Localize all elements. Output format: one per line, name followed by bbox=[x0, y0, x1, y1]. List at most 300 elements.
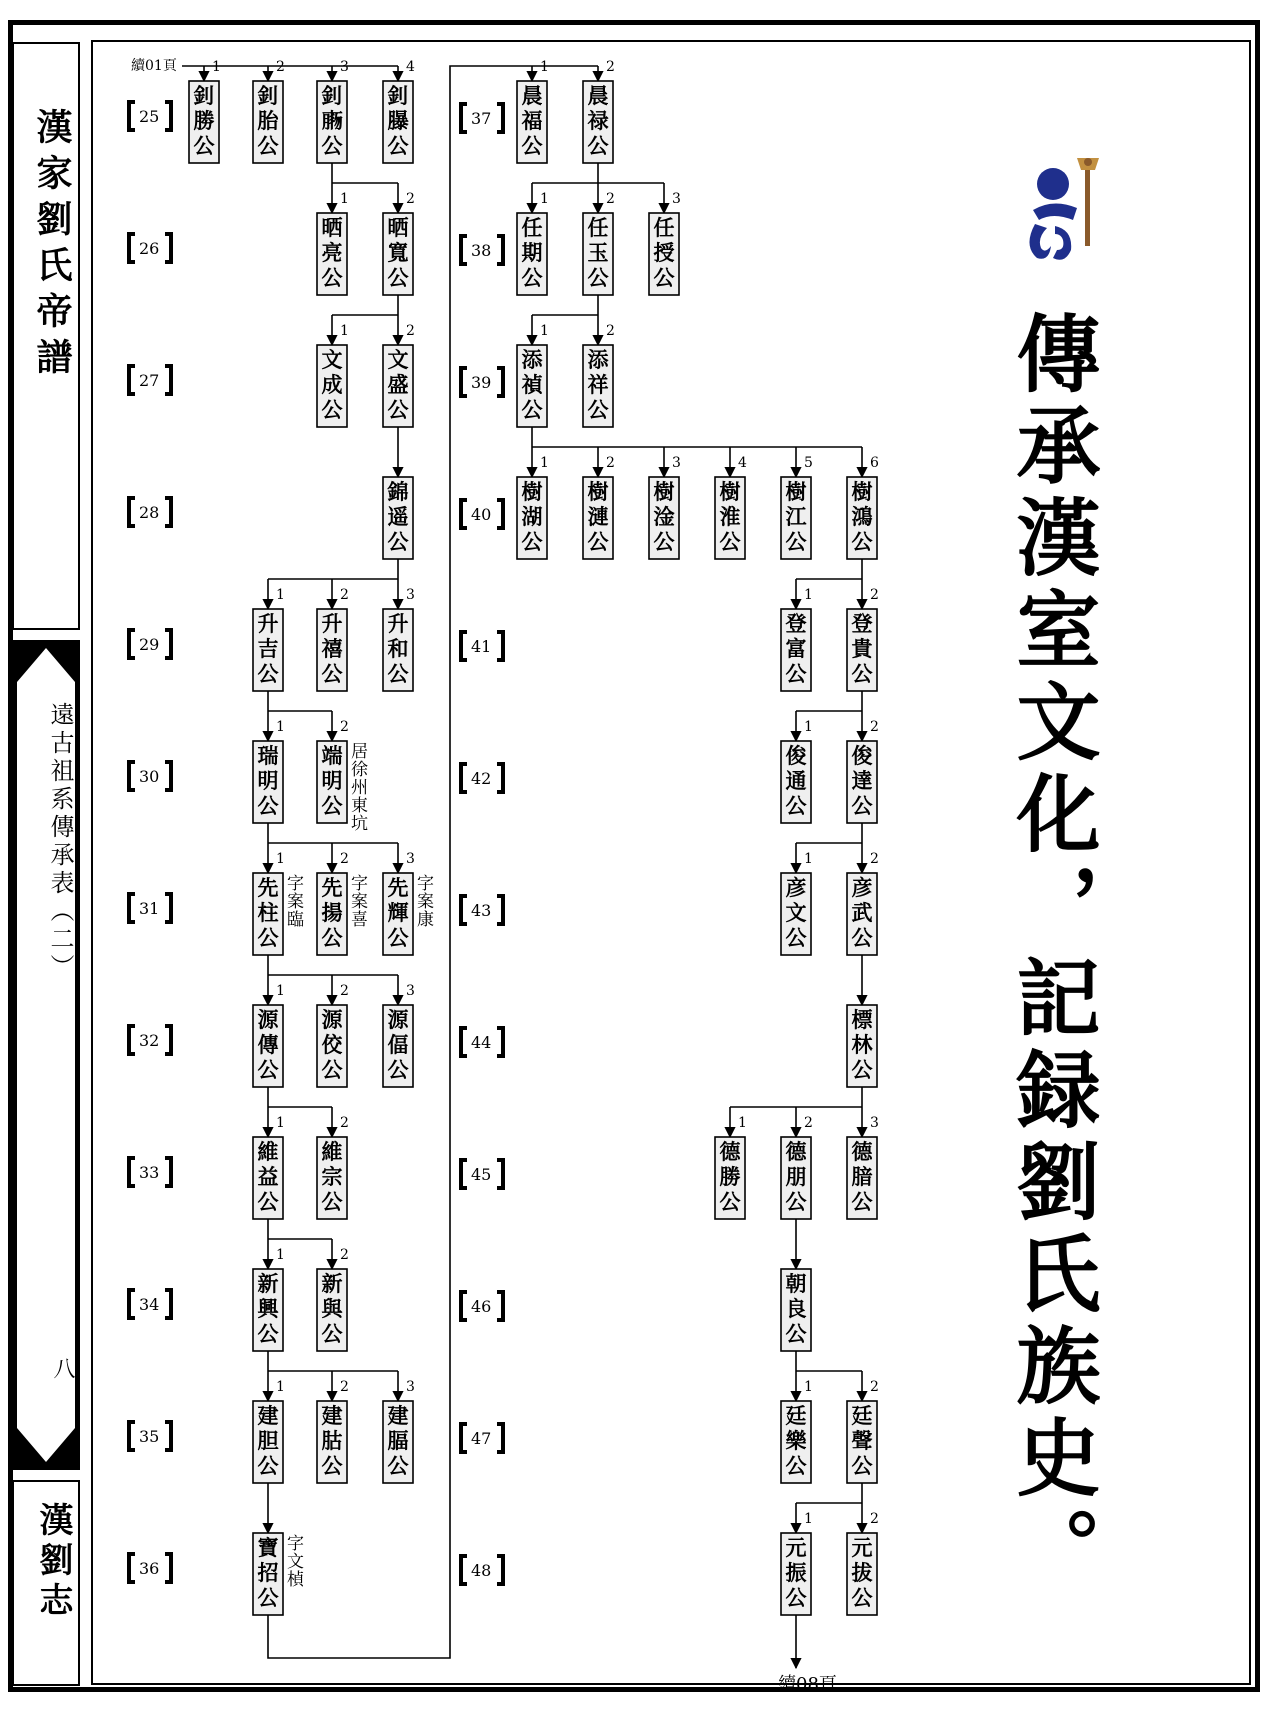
person-name-char: 新 bbox=[321, 1271, 343, 1296]
person-name-char: 標 bbox=[851, 1007, 873, 1032]
person-node bbox=[253, 719, 285, 823]
person-name-char: 釗 bbox=[387, 83, 409, 108]
page-number: 八 bbox=[50, 1357, 75, 1383]
person-name-char: 公 bbox=[851, 661, 873, 686]
person-name-char: 湖 bbox=[521, 504, 543, 529]
person-node bbox=[317, 719, 368, 834]
person-node bbox=[583, 455, 615, 559]
person-node bbox=[847, 587, 879, 691]
person-note-char: 案 bbox=[417, 892, 434, 912]
generation-label-36-bracket-left bbox=[129, 1554, 135, 1582]
generation-label-43-bracket-left bbox=[461, 896, 467, 924]
person-name-char: 明 bbox=[321, 768, 343, 793]
person-name-char: 彦 bbox=[851, 875, 873, 900]
person-node bbox=[781, 1115, 813, 1219]
person-name-char: 維 bbox=[321, 1139, 343, 1164]
person-name-char: 公 bbox=[785, 1189, 807, 1214]
person-name-char: 樹 bbox=[653, 479, 675, 504]
person-name-char: 公 bbox=[851, 529, 873, 554]
generation-label-27-bracket-left bbox=[129, 366, 135, 394]
person-note-char: 喜 bbox=[351, 910, 368, 930]
person-node bbox=[317, 1115, 349, 1219]
birth-order: 1 bbox=[276, 851, 285, 867]
person-name-char: 吉 bbox=[257, 636, 279, 661]
person-node bbox=[253, 1115, 285, 1219]
generation-label-34-bracket-left bbox=[129, 1290, 135, 1318]
person-node bbox=[253, 1247, 285, 1351]
person-name-char: 興 bbox=[257, 1296, 279, 1321]
birth-order: 1 bbox=[804, 851, 813, 867]
generation-label-34-bracket-right bbox=[165, 1290, 171, 1318]
person-name-char: 成 bbox=[321, 372, 343, 397]
person-name-char: 公 bbox=[257, 1321, 279, 1346]
person-name-char: 禎 bbox=[521, 372, 543, 397]
person-note-char: 案 bbox=[287, 892, 304, 912]
birth-order: 1 bbox=[540, 191, 549, 207]
person-name-char: 漣 bbox=[587, 504, 609, 529]
person-node bbox=[781, 719, 813, 823]
person-name-char: 貴 bbox=[851, 636, 873, 661]
birth-order: 2 bbox=[606, 59, 615, 75]
person-name-char: 文 bbox=[785, 900, 807, 925]
person-name-char: 任 bbox=[653, 215, 675, 240]
generation-label-37-bracket-left bbox=[461, 104, 467, 132]
person-name-char: 公 bbox=[851, 1585, 873, 1610]
person-name-char: 鴻 bbox=[851, 504, 873, 529]
person-node bbox=[253, 1379, 285, 1483]
person-node bbox=[383, 1379, 415, 1483]
person-name-char: 公 bbox=[587, 133, 609, 158]
person-name-char: 公 bbox=[785, 1321, 807, 1346]
person-name-char: 建 bbox=[257, 1403, 279, 1428]
person-name-char: 公 bbox=[587, 529, 609, 554]
person-name-char: 晨 bbox=[587, 83, 609, 108]
generation-label-38: 38 bbox=[471, 241, 492, 260]
person-node bbox=[781, 851, 813, 955]
birth-order: 1 bbox=[276, 1115, 285, 1131]
birth-order: 2 bbox=[870, 851, 879, 867]
birth-order: 2 bbox=[406, 323, 415, 339]
generation-label-43-bracket-right bbox=[497, 896, 503, 924]
person-name-char: 公 bbox=[321, 661, 343, 686]
person-name-char: 公 bbox=[257, 661, 279, 686]
generation-label-48-bracket-left bbox=[461, 1556, 467, 1584]
generation-label-42: 42 bbox=[471, 769, 492, 788]
person-note-char: 居 bbox=[351, 742, 368, 762]
person-name-char: 遥 bbox=[387, 504, 409, 529]
person-name-char: 佼 bbox=[321, 1032, 343, 1057]
person-name-char: 登 bbox=[785, 611, 807, 636]
person-name-char: 亮 bbox=[321, 240, 343, 265]
person-name-char: 授 bbox=[653, 240, 675, 265]
generation-label-32-bracket-left bbox=[129, 1026, 135, 1054]
person-name-char: 宗 bbox=[321, 1164, 343, 1189]
person-note-char: 字 bbox=[417, 874, 434, 894]
birth-order: 2 bbox=[340, 1115, 349, 1131]
person-name-char: 福 bbox=[521, 108, 543, 133]
person-name-char: 錦 bbox=[387, 479, 409, 504]
person-name-char: 公 bbox=[321, 133, 343, 158]
person-name-char: 公 bbox=[785, 661, 807, 686]
birth-order: 1 bbox=[276, 983, 285, 999]
generation-label-26: 26 bbox=[139, 239, 160, 258]
birth-order: 2 bbox=[340, 983, 349, 999]
person-name-char: 瑞 bbox=[257, 743, 279, 768]
person-note-char: 東 bbox=[351, 796, 368, 816]
person-node bbox=[317, 191, 349, 295]
generation-label-35-bracket-right bbox=[165, 1422, 171, 1450]
generation-label-37-bracket-right bbox=[497, 104, 503, 132]
birth-order: 3 bbox=[406, 983, 415, 999]
birth-order: 3 bbox=[340, 59, 349, 75]
person-name-char: 公 bbox=[387, 1453, 409, 1478]
generation-label-26-bracket-left bbox=[129, 234, 135, 262]
person-name-char: 公 bbox=[321, 1453, 343, 1478]
person-name-char: 腷 bbox=[387, 1428, 409, 1453]
person-name-char: 良 bbox=[785, 1296, 807, 1321]
birth-order: 1 bbox=[540, 59, 549, 75]
generation-label-45-bracket-left bbox=[461, 1160, 467, 1188]
person-name-char: 元 bbox=[785, 1535, 807, 1560]
person-note-char: 州 bbox=[351, 778, 368, 798]
slogan: 傳承漢室文化，記録劉氏族史。 bbox=[1003, 310, 1102, 1598]
person-node bbox=[317, 983, 349, 1087]
person-name-char: 公 bbox=[785, 925, 807, 950]
generation-label-47-bracket-left bbox=[461, 1424, 467, 1452]
person-name-char: 江 bbox=[785, 504, 807, 529]
birth-order: 3 bbox=[672, 191, 681, 207]
person-name-char: 廷 bbox=[851, 1403, 873, 1428]
person-node bbox=[847, 1005, 877, 1087]
person-name-char: 德 bbox=[719, 1139, 741, 1164]
person-note-char: 康 bbox=[417, 910, 434, 930]
person-name-char: 腤 bbox=[851, 1164, 873, 1189]
generation-label-31-bracket-right bbox=[165, 894, 171, 922]
generation-label-25: 25 bbox=[139, 107, 160, 126]
birth-order: 1 bbox=[804, 587, 813, 603]
person-name-char: 通 bbox=[785, 768, 807, 793]
person-name-char: 公 bbox=[719, 1189, 741, 1214]
person-node bbox=[383, 587, 415, 691]
person-name-char: 胎 bbox=[257, 108, 279, 133]
person-name-char: 振 bbox=[785, 1560, 807, 1585]
generation-label-27-bracket-right bbox=[165, 366, 171, 394]
person-name-char: 勝 bbox=[193, 108, 215, 133]
birth-order: 1 bbox=[276, 719, 285, 735]
person-name-char: 源 bbox=[387, 1007, 409, 1032]
person-node bbox=[847, 1379, 879, 1483]
generation-label-28: 28 bbox=[139, 503, 160, 522]
person-name-char: 揚 bbox=[321, 900, 343, 925]
birth-order: 1 bbox=[340, 191, 349, 207]
person-note-char: 文 bbox=[287, 1552, 304, 1572]
person-name-char: 公 bbox=[257, 133, 279, 158]
birth-order: 1 bbox=[804, 719, 813, 735]
person-name-char: 公 bbox=[521, 133, 543, 158]
person-name-char: 公 bbox=[387, 133, 409, 158]
person-name-char: 升 bbox=[321, 611, 343, 636]
person-name-char: 公 bbox=[587, 265, 609, 290]
person-node bbox=[583, 323, 615, 427]
birth-order: 3 bbox=[870, 1115, 879, 1131]
person-name-char: 樹 bbox=[521, 479, 543, 504]
person-name-char: 文 bbox=[387, 347, 409, 372]
generation-label-39-bracket-left bbox=[461, 368, 467, 396]
birth-order: 6 bbox=[870, 455, 879, 471]
birth-order: 3 bbox=[672, 455, 681, 471]
person-note-char: 字 bbox=[287, 874, 304, 894]
person-name-char: 公 bbox=[785, 793, 807, 818]
person-name-char: 玉 bbox=[587, 240, 609, 265]
person-node bbox=[317, 587, 349, 691]
generation-label-46-bracket-left bbox=[461, 1292, 467, 1320]
person-name-char: 公 bbox=[521, 529, 543, 554]
person-name-char: 公 bbox=[387, 1057, 409, 1082]
person-name-char: 公 bbox=[387, 661, 409, 686]
birth-order: 1 bbox=[212, 59, 221, 75]
person-name-char: 勝 bbox=[719, 1164, 741, 1189]
person-name-char: 公 bbox=[257, 1585, 279, 1610]
person-name-char: 公 bbox=[785, 1453, 807, 1478]
person-name-char: 公 bbox=[387, 925, 409, 950]
person-name-char: 武 bbox=[851, 900, 873, 925]
birth-order: 1 bbox=[804, 1379, 813, 1395]
birth-order: 2 bbox=[340, 587, 349, 603]
person-node bbox=[847, 455, 879, 559]
birth-order: 1 bbox=[276, 1247, 285, 1263]
birth-order: 2 bbox=[870, 587, 879, 603]
person-name-char: 公 bbox=[321, 925, 343, 950]
generation-label-30-bracket-right bbox=[165, 762, 171, 790]
person-note-char: 臨 bbox=[287, 910, 304, 930]
generation-label-41-bracket-right bbox=[497, 632, 503, 660]
person-name-char: 拔 bbox=[851, 1560, 873, 1585]
person-node bbox=[517, 455, 549, 559]
birth-order: 4 bbox=[406, 59, 415, 75]
person-node bbox=[383, 323, 415, 427]
sidebar-footer: 漢劉志 bbox=[33, 1502, 73, 1622]
person-node bbox=[317, 59, 349, 163]
generation-label-27: 27 bbox=[139, 371, 160, 390]
person-note-char: 楨 bbox=[287, 1570, 304, 1590]
person-node bbox=[583, 191, 615, 295]
birth-order: 1 bbox=[276, 587, 285, 603]
person-name-char: 招 bbox=[257, 1560, 279, 1585]
generation-label-42-bracket-right bbox=[497, 764, 503, 792]
person-name-char: 益 bbox=[257, 1164, 279, 1189]
person-node bbox=[715, 1115, 747, 1219]
person-name-char: 公 bbox=[653, 529, 675, 554]
person-name-char: 釗 bbox=[193, 83, 215, 108]
person-node bbox=[847, 1511, 879, 1615]
birth-order: 2 bbox=[870, 1511, 879, 1527]
person-name-char: 維 bbox=[257, 1139, 279, 1164]
person-node bbox=[253, 1533, 304, 1615]
continue-from-label: 續01頁 bbox=[131, 58, 177, 74]
person-name-char: 廷 bbox=[785, 1403, 807, 1428]
person-name-char: 朋 bbox=[785, 1164, 807, 1189]
person-name-char: 公 bbox=[321, 397, 343, 422]
person-name-char: 公 bbox=[321, 793, 343, 818]
sidebar-title: 漢家劉氏帝譜 bbox=[31, 108, 73, 384]
person-node bbox=[583, 59, 615, 163]
birth-order: 1 bbox=[738, 1115, 747, 1131]
person-name-char: 期 bbox=[521, 240, 543, 265]
person-name-char: 胆 bbox=[257, 1428, 279, 1453]
generation-label-33-bracket-right bbox=[165, 1158, 171, 1186]
person-name-char: 公 bbox=[851, 1057, 873, 1082]
section-title: 遠古祖系傳承表（二） bbox=[46, 702, 74, 982]
person-name-char: 林 bbox=[851, 1032, 873, 1057]
generation-label-36-bracket-right bbox=[165, 1554, 171, 1582]
person-name-char: 任 bbox=[587, 215, 609, 240]
generation-label-37: 37 bbox=[471, 109, 492, 128]
person-name-char: 晨 bbox=[521, 83, 543, 108]
generation-label-39-bracket-right bbox=[497, 368, 503, 396]
person-name-char: 建 bbox=[387, 1403, 409, 1428]
person-node bbox=[253, 851, 304, 955]
person-node bbox=[781, 455, 813, 559]
person-name-char: 公 bbox=[587, 397, 609, 422]
birth-order: 2 bbox=[340, 851, 349, 867]
person-name-char: 禧 bbox=[321, 636, 343, 661]
person-name-char: 樹 bbox=[785, 479, 807, 504]
person-node bbox=[847, 1115, 879, 1219]
person-name-char: 德 bbox=[851, 1139, 873, 1164]
person-name-char: 升 bbox=[387, 611, 409, 636]
person-name-char: 公 bbox=[321, 1057, 343, 1082]
generation-label-46-bracket-right bbox=[497, 1292, 503, 1320]
person-node bbox=[781, 1511, 813, 1615]
person-node bbox=[715, 455, 747, 559]
birth-order: 2 bbox=[340, 719, 349, 735]
person-note-char: 徐 bbox=[351, 760, 368, 780]
person-name-char: 公 bbox=[387, 529, 409, 554]
person-name-char: 淦 bbox=[653, 504, 675, 529]
person-name-char: 添 bbox=[521, 347, 543, 372]
person-name-char: 端 bbox=[321, 743, 343, 768]
person-node bbox=[517, 191, 549, 295]
person-name-char: 富 bbox=[785, 636, 807, 661]
person-name-char: 淮 bbox=[719, 504, 741, 529]
person-node bbox=[189, 59, 221, 163]
person-name-char: 元 bbox=[851, 1535, 873, 1560]
generation-label-38-bracket-right bbox=[497, 236, 503, 264]
birth-order: 2 bbox=[276, 59, 285, 75]
person-name-char: 祥 bbox=[587, 372, 609, 397]
person-name-char: 朝 bbox=[785, 1271, 807, 1296]
person-name-char: 升 bbox=[257, 611, 279, 636]
person-note-char: 坑 bbox=[351, 814, 368, 834]
person-name-char: 公 bbox=[257, 1189, 279, 1214]
person-note-char: 案 bbox=[351, 892, 368, 912]
birth-order: 2 bbox=[340, 1247, 349, 1263]
person-node bbox=[383, 983, 415, 1087]
generation-label-26-bracket-right bbox=[165, 234, 171, 262]
person-name-char: 禄 bbox=[587, 108, 609, 133]
birth-order: 3 bbox=[406, 851, 415, 867]
generation-label-44-bracket-right bbox=[497, 1028, 503, 1056]
person-name-char: 樹 bbox=[719, 479, 741, 504]
birth-order: 2 bbox=[406, 191, 415, 207]
person-name-char: 明 bbox=[257, 768, 279, 793]
generation-label-45-bracket-right bbox=[497, 1160, 503, 1188]
person-name-char: 公 bbox=[321, 1321, 343, 1346]
generation-label-46: 46 bbox=[471, 1297, 492, 1316]
birth-order: 4 bbox=[738, 455, 747, 471]
person-name-char: 公 bbox=[193, 133, 215, 158]
generation-label-33: 33 bbox=[139, 1163, 160, 1182]
person-name-char: 先 bbox=[257, 875, 279, 900]
birth-order: 1 bbox=[540, 323, 549, 339]
person-node bbox=[383, 59, 415, 163]
person-name-char: 晒 bbox=[387, 215, 409, 240]
person-name-char: 釗 bbox=[257, 83, 279, 108]
continue-to-label: 續08頁 bbox=[778, 1674, 837, 1695]
person-name-char: 偪 bbox=[387, 1032, 409, 1057]
birth-order: 1 bbox=[276, 1379, 285, 1395]
person-name-char: 樹 bbox=[851, 479, 873, 504]
birth-order: 3 bbox=[406, 587, 415, 603]
generation-label-30-bracket-left bbox=[129, 762, 135, 790]
person-name-char: 文 bbox=[321, 347, 343, 372]
person-name-char: 𦢊 bbox=[387, 108, 409, 133]
birth-order: 1 bbox=[540, 455, 549, 471]
person-name-char: 彦 bbox=[785, 875, 807, 900]
person-node bbox=[781, 587, 813, 691]
generation-label-33-bracket-left bbox=[129, 1158, 135, 1186]
person-node bbox=[317, 1247, 349, 1351]
generation-label-40: 40 bbox=[471, 505, 492, 524]
person-name-char: 柱 bbox=[257, 900, 279, 925]
person-node bbox=[383, 851, 434, 955]
person-name-char: 公 bbox=[387, 265, 409, 290]
generation-label-43: 43 bbox=[471, 901, 492, 920]
person-name-char: 公 bbox=[719, 529, 741, 554]
person-name-char: 樹 bbox=[587, 479, 609, 504]
person-name-char: 晒 bbox=[321, 215, 343, 240]
person-node bbox=[253, 587, 285, 691]
person-node bbox=[649, 455, 681, 559]
generation-label-36: 36 bbox=[139, 1559, 160, 1578]
person-name-char: 新 bbox=[257, 1271, 279, 1296]
person-name-char: 樂 bbox=[785, 1428, 807, 1453]
person-name-char: 達 bbox=[851, 768, 873, 793]
person-name-char: 釗 bbox=[321, 83, 343, 108]
person-node bbox=[253, 59, 285, 163]
person-name-char: 公 bbox=[521, 397, 543, 422]
generation-label-28-bracket-left bbox=[129, 498, 135, 526]
birth-order: 1 bbox=[340, 323, 349, 339]
birth-order: 2 bbox=[870, 719, 879, 735]
person-name-char: 添 bbox=[587, 347, 609, 372]
person-name-char: 登 bbox=[851, 611, 873, 636]
person-name-char: 先 bbox=[387, 875, 409, 900]
person-name-char: 建 bbox=[321, 1403, 343, 1428]
person-name-char: 公 bbox=[257, 1057, 279, 1082]
person-name-char: 輝 bbox=[387, 900, 409, 925]
person-name-char: 公 bbox=[851, 1453, 873, 1478]
birth-order: 2 bbox=[606, 455, 615, 471]
generation-label-44-bracket-left bbox=[461, 1028, 467, 1056]
birth-order: 2 bbox=[804, 1115, 813, 1131]
person-node bbox=[847, 851, 879, 955]
person-name-char: 公 bbox=[785, 529, 807, 554]
person-name-char: 公 bbox=[257, 1453, 279, 1478]
person-name-char: 𦙶 bbox=[321, 1428, 343, 1453]
generation-label-48-bracket-right bbox=[497, 1556, 503, 1584]
person-note-char: 字 bbox=[287, 1534, 304, 1554]
